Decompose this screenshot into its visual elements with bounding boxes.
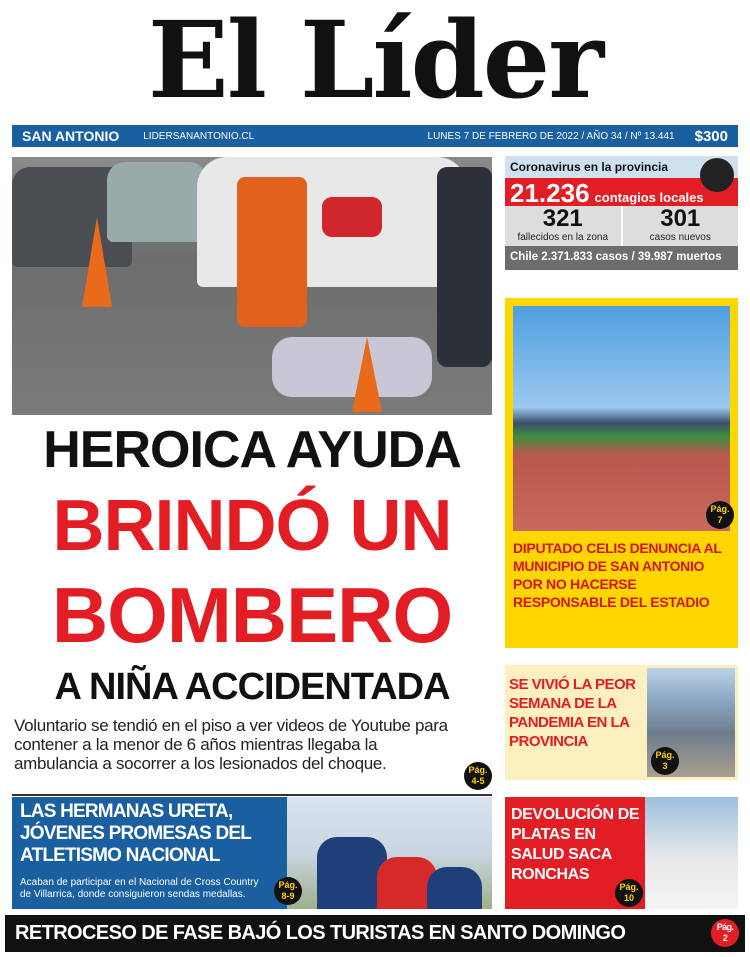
date-issue: LUNES 7 DE FEBRERO DE 2022 / AÑO 34 / Nº 13.441 xyxy=(427,130,675,142)
athletes-headline: LAS HERMANAS URETA, JÓVENES PROMESAS DEL ATLETISMO NACIONAL xyxy=(20,801,251,866)
deaths-stat: 321 fallecidos en la zona xyxy=(505,206,623,246)
headline-line-1: HEROICA AYUDA xyxy=(43,421,461,479)
local-cases: 21.236 xyxy=(510,178,590,208)
price: $300 xyxy=(694,127,728,145)
city: SAN ANTONIO xyxy=(22,128,120,144)
page-badge: Pág. 10 xyxy=(615,879,643,907)
headline-line-4: A NIÑA ACCIDENTADA xyxy=(54,666,450,708)
bottom-story[interactable] xyxy=(5,915,745,952)
main-photo xyxy=(12,157,492,415)
page-badge: Pág. 3 xyxy=(651,747,679,775)
lede: Voluntario se tendió en el piso a ver videos de Youtube para contener a la menor de 6 años mientras llegaba la ambulancia a socorrer a los lesionados del choque. xyxy=(14,716,448,773)
health-story[interactable] xyxy=(505,797,738,909)
headline-line-2: BRINDÓ UN xyxy=(52,486,452,566)
website: LIDERSANANTONIO.CL xyxy=(143,130,255,142)
virus-icon xyxy=(700,158,734,192)
athletes-photo xyxy=(287,797,492,909)
pandemic-headline: SE VIVIÓ LA PEOR SEMANA DE LA PANDEMIA EN LA PROVINCIA xyxy=(509,676,636,750)
new-cases-stat: 301 casos nuevos xyxy=(649,205,711,243)
masthead-logo: El Líder xyxy=(147,0,603,122)
covid-box xyxy=(505,156,738,270)
stadium-photo xyxy=(513,306,730,531)
stadium-story[interactable] xyxy=(505,298,738,648)
headline-line-3: BOMBERO xyxy=(51,571,453,659)
covid-title: Coronavirus en la provincia xyxy=(505,156,738,178)
national-stats: Chile 2.371.833 casos / 39.987 muertos xyxy=(505,246,738,270)
divider xyxy=(12,794,492,796)
athletes-story[interactable] xyxy=(12,797,492,909)
local-cases-label: contagios locales xyxy=(594,190,704,205)
athletes-summary: Acaban de participar en el Nacional de Cross Country de Villarrica, donde consiguieron sendas medallas. xyxy=(20,877,259,900)
health-headline: DEVOLUCIÓN DE PLATAS EN SALUD SACA RONCHAS xyxy=(511,806,640,883)
page-badge: Pág. 8-9 xyxy=(274,877,302,905)
bottom-headline: RETROCESO DE FASE BAJÓ LOS TURISTAS EN SANTO DOMINGO xyxy=(15,922,626,944)
info-bar xyxy=(12,125,738,147)
page-badge: Pág. 4-5 xyxy=(464,762,492,790)
protest-photo xyxy=(645,797,738,909)
stadium-headline: DIPUTADO CELIS DENUNCIA AL MUNICIPIO DE SAN ANTONIO POR NO HACERSE RESPONSABLE DEL ESTADIO xyxy=(513,540,722,610)
page-badge: Pág. 2 xyxy=(711,919,739,947)
pandemic-story[interactable] xyxy=(505,665,738,780)
page-badge: Pág. 7 xyxy=(706,501,734,529)
